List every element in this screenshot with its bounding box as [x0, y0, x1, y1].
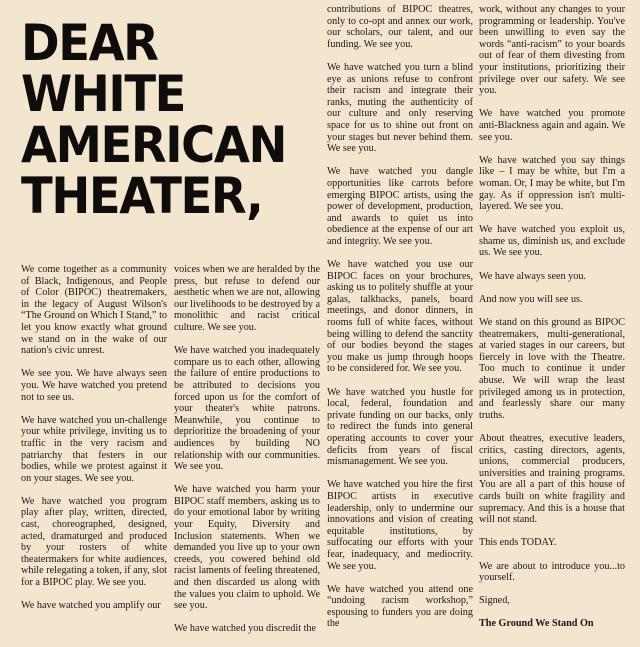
- paragraph: work, without any changes to your programming or leadership. You've been unwilling to even say the words “anti-racism” to your boards out of fear of them divesting from your institutions, prioritizing their privilege over our safety. We see you.: [479, 4, 625, 97]
- paragraph: And now you will see us.: [479, 293, 583, 305]
- letter-column-2: [174, 264, 320, 647]
- paragraph: We have watched you hustle for local, federal, foundation and private funding on our backs, only to redirect the funds into general operating accounts to cover your deficits from years of fiscal mismanagement. We see you.: [327, 386, 473, 468]
- headline: [21, 14, 300, 225]
- paragraph: We have watched you dangle opportunities like carrots before emerging BIPOC artists, using the power of development, production, and awards to quiet us into obedience at the expense of our art and integrity. We see you.: [327, 166, 473, 247]
- paragraph: About theatres, executive leaders, critics, casting directors, agents, unions, commercial producers, universities and training programs. You are all a part of this house of cards built on white fragility and supremacy. And this is a house that will not stand.: [479, 432, 625, 526]
- paragraph: We see you. We have always seen you. We have watched you pretend not to see us.: [21, 368, 167, 403]
- paragraph: contributions of BIPOC theatres, only to co-opt and annex our work, our scholars, our talent, and our funding. We see you.: [327, 4, 473, 50]
- paragraph: We have watched you exploit us, shame us, diminish us, and exclude us. We see you.: [479, 224, 625, 259]
- paragraph: We stand on this ground as BIPOC theatremakers, multi-generational, at varied stages in our careers, but fiercely in love with the Theatre. Too much to continue it under abuse. We will wrap the least privileged among us in protection, and fearlessly share our many truths.: [479, 317, 625, 421]
- headline-line: WHITE: [21, 65, 186, 123]
- paragraph: We have watched you un-challenge your white privilege, inviting us to traffic in the very racism and patriarchy that festers in our bodies, while we protest against it on your stages. We see you.: [21, 414, 167, 484]
- letter-column-1: [21, 264, 167, 623]
- paragraph: We come together as a community of Black, Indigenous, and People of Color (BIPOC) theatremakers, in the legacy of August Wilson's “The Ground on Which I Stand,” to let you know exactly what ground we stand on in the wake of our nation's civic unrest.: [21, 264, 167, 357]
- paragraph: We are about to introduce you...to yourself.: [479, 560, 625, 584]
- letter-column-3: [327, 4, 473, 642]
- signature: The Ground We Stand On: [479, 618, 594, 630]
- paragraph: Signed,: [479, 595, 510, 607]
- paragraph: We have watched you use our BIPOC faces on your brochures, asking us to politely shuffle at your galas, talkbacks, panels, board meetings, and donor dinners, in rooms full of white faces, without being willing to defend the sanctity of our bodies beyond the stages you make us jump through hoops to be considered for. We see you.: [327, 259, 473, 375]
- paragraph: We have always seen you.: [479, 270, 586, 282]
- headline-line: AMERICAN: [21, 116, 287, 174]
- headline-line: THEATER,: [21, 167, 263, 225]
- headline-line: DEAR: [21, 14, 158, 72]
- paragraph: We have watched you discredit the: [174, 623, 317, 635]
- paragraph: We have watched you promote anti-Blackness again and again. We see you.: [479, 108, 625, 143]
- letter-column-4: [479, 4, 625, 642]
- paragraph: This ends TODAY.: [479, 537, 557, 549]
- paragraph: We have watched you program play after play, written, directed, cast, choreographed, designed, acted, dramaturged and produced by your rosters of white theatermakers for white audiences, while relegating a token, if any, slot for a BIPOC play. We see you.: [21, 495, 167, 589]
- paragraph: We have watched you attend one “undoing racism workshop,” espousing to funders you are doing the: [327, 583, 473, 630]
- paragraph: We have watched you amplify our: [21, 600, 161, 612]
- paragraph: We have watched you turn a blind eye as unions refuse to confront their racism and integrate their ranks, muting the authenticity of our culture and only reserving space for us to shine out front on your stages but never behind them. We see you.: [327, 61, 473, 155]
- paragraph: We have watched you inadequately compare us to each other, allowing the failure of entire productions to be attributed to decisions you forced upon us for the comfort of your theater's white patrons. Meanwhile, you continue to deprioritize the broadening of your audiences by building NO relationship with our communities. We see you.: [174, 345, 320, 473]
- paragraph: We have watched you harm your BIPOC staff members, asking us to do your emotional labor by writing your Equity, Diversity and Inclusion statements. When we demanded you live up to your own creeds, you cowered behind old racist laments of feeling threatened, and then discarded us along with the values you claim to uphold. We see you.: [174, 484, 320, 612]
- paragraph: We have watched you hire the first BIPOC artists in executive leadership, only to undermine our innovations and vision of creating equitable institutions, by suffocating our efforts with your fear, inadequacy, and mediocrity. We see you.: [327, 479, 473, 572]
- paragraph: voices when we are heralded by the press, but refuse to defend our aesthetic when we are not, allowing our livelihoods to be destroyed by a monolithic and racist critical culture. We see you.: [174, 264, 320, 333]
- paragraph: We have watched you say things like – I may be white, but I'm a woman. Or, I may be white, but I'm gay. As if oppression isn't multi-layered. We see you.: [479, 154, 625, 213]
